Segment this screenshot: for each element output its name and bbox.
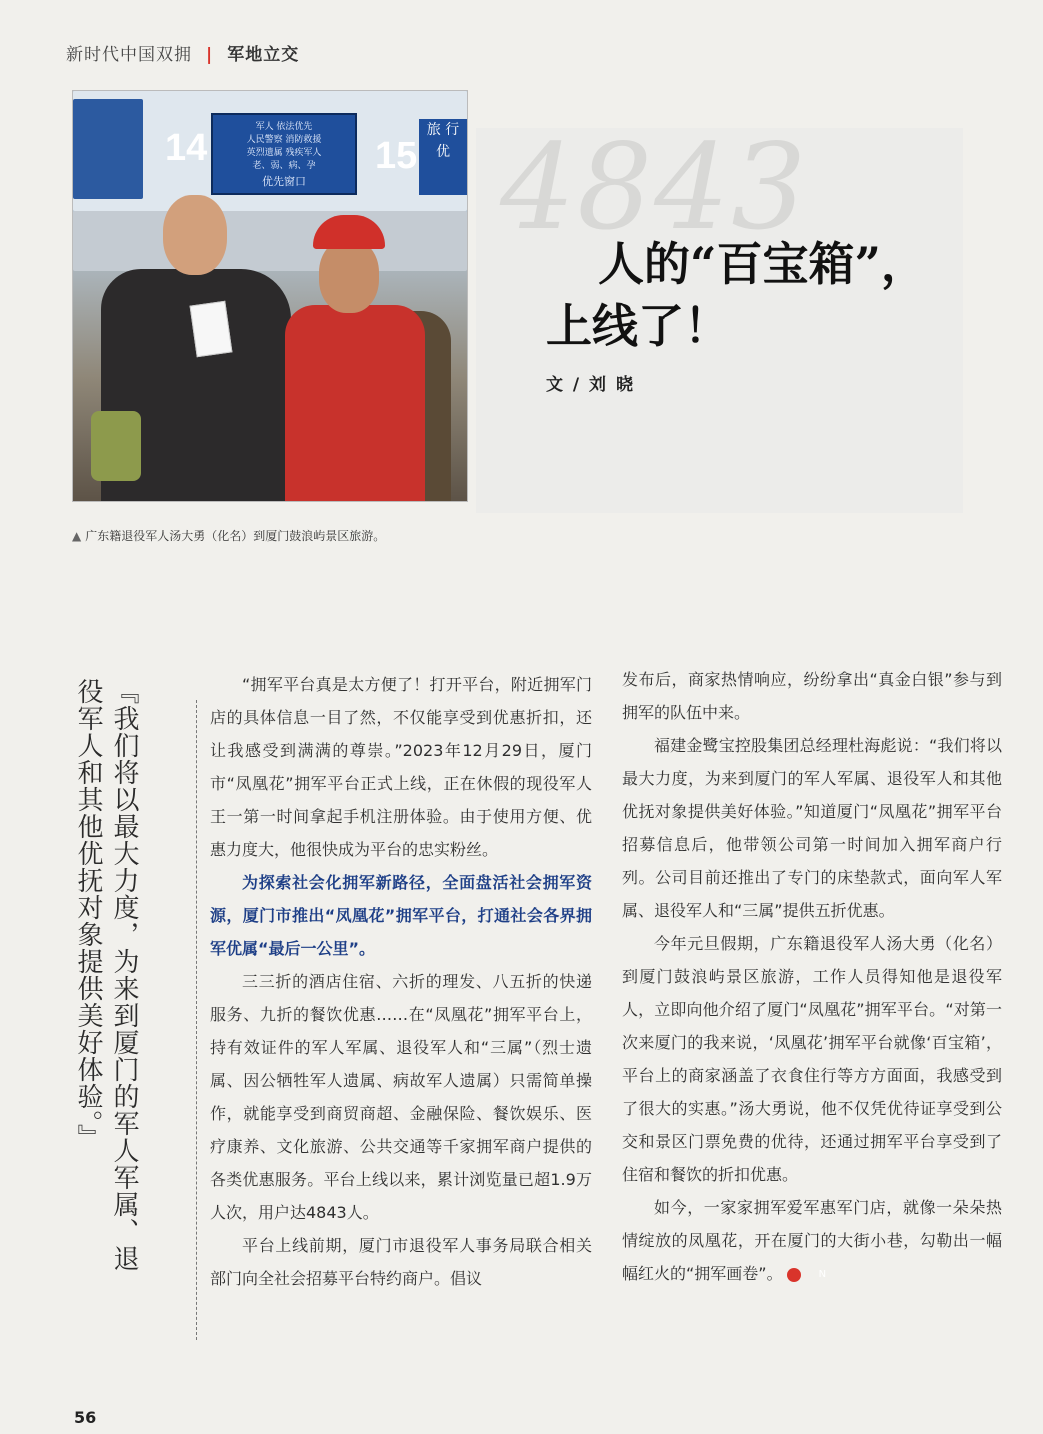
author-byline: 文 / 刘 晓: [546, 375, 635, 395]
caption-marker: ▲: [72, 529, 82, 543]
paragraph: 今年元旦假期，广东籍退役军人汤大勇（化名）到厦门鼓浪屿景区旅游，工作人员得知他是退役军人，立即向他介绍了厦门“凤凰花”拥军平台。“对第一次来厦门的我来说，‘凤凰花’拥军平台就像‘百宝箱’，平台上的商家涵盖了衣食住行等方方面面，我感受到了很大的实惠。”汤大勇说，他不仅凭优待证享受到公交和景区门票免费的优待，还通过拥军平台享受到了住宿和餐饮的折扣优惠。: [622, 934, 1002, 1184]
paragraph: 平台上线前期，厦门市退役军人事务局联合相关部门向全社会招募平台特约商户。倡议: [210, 1236, 592, 1288]
screen-line: 老、弱、病、孕: [252, 161, 316, 171]
end-mark-icon: N: [787, 1268, 801, 1282]
section-name: 军地立交: [227, 45, 300, 65]
title-line-2: 上线了！: [546, 299, 730, 353]
screen-line: 人民警察 消防救援: [246, 135, 322, 145]
caption-text: 广东籍退役军人汤大勇（化名）到厦门鼓浪屿景区旅游。: [85, 529, 386, 543]
page-number: 56: [74, 1408, 97, 1427]
closing-text: 如今，一家家拥军爱军惠军门店，就像一朵朵热情绽放的凤凰花，开在厦门的大街小巷，勾勒出一幅幅红火的“拥军画卷”。: [622, 1198, 1002, 1283]
lead-paragraph: 为探索社会化拥军新路径，全面盘活社会拥军资源，厦门市推出“凤凰花”拥军平台，打通社会各界拥军优属“最后一公里”。: [210, 873, 592, 958]
header-separator: |: [206, 45, 214, 65]
paragraph: [622, 1191, 1002, 1290]
paragraph: 发布后，商家热情响应，纷纷拿出“真金白银”参与到拥军的队伍中来。: [622, 670, 1002, 722]
counter-number-right: 15: [375, 135, 418, 177]
title-line-1: 人的“百宝箱”，: [598, 237, 927, 291]
screen-line: 优先窗口: [262, 175, 306, 188]
series-name: 新时代中国双拥: [66, 45, 192, 65]
paragraph: 福建金鹭宝控股集团总经理杜海彪说：“我们将以最大力度，为来到厦门的军人军属、退役军人和其他优抚对象提供美好体验。”知道厦门“凤凰花”拥军平台招募信息后，他带领公司第一时间加入拥军商户行列。公司目前还推出了专门的床垫款式，面向军人军属、退役军人和“三属”提供五折优惠。: [622, 736, 1002, 920]
column-divider: [196, 700, 197, 1340]
priority-window-screen: [211, 113, 357, 195]
article-column-2: [622, 663, 1002, 1290]
article-photo: [72, 90, 468, 502]
paragraph: “拥军平台真是太方便了！打开平台，附近拥军门店的具体信息一目了然，不仅能享受到优惠折扣，还让我感受到满满的尊崇。”2023年12月29日，厦门市“凤凰花”拥军平台正式上线，正在休假的现役军人王一第一时间拿起手机注册体验。由于使用方便、优惠力度大，他很快成为平台的忠实粉丝。: [210, 675, 592, 859]
preferential-card: [190, 301, 233, 358]
screen-line: 军人 依法优先: [255, 122, 313, 132]
article-column-1: [210, 668, 592, 1295]
page-header: [66, 40, 299, 65]
photo-caption: [72, 527, 385, 544]
counter-number-left: 14: [165, 127, 208, 169]
person-volunteer-head: [319, 239, 379, 313]
title-number: 4843: [500, 118, 809, 256]
side-screen: 旅 行 优: [419, 119, 467, 195]
person-volunteer: [285, 305, 425, 502]
person-veteran-head: [163, 195, 227, 275]
paragraph: 三三折的酒店住宿、六折的理发、八五折的快递服务、九折的餐饮优惠……在“凤凰花”拥军平台上，持有效证件的军人军属、退役军人和“三属”（烈士遗属、因公牺牲军人遗属、病故军人遗属）只需简单操作，就能享受到商贸商超、金融保险、餐饮娱乐、医疗康养、文化旅游、公共交通等千家拥军商户提供的各类优惠服务。平台上线以来，累计浏览量已超1.9万人次，用户达4843人。: [210, 972, 592, 1222]
green-bag: [91, 411, 141, 481]
pull-quote: 『我们将以最大力度，为来到厦门的军人军属、退役军人和其他优抚对象提供美好体验。』: [73, 678, 139, 1272]
screen-line: 英烈遗属 残疾军人: [246, 148, 322, 158]
